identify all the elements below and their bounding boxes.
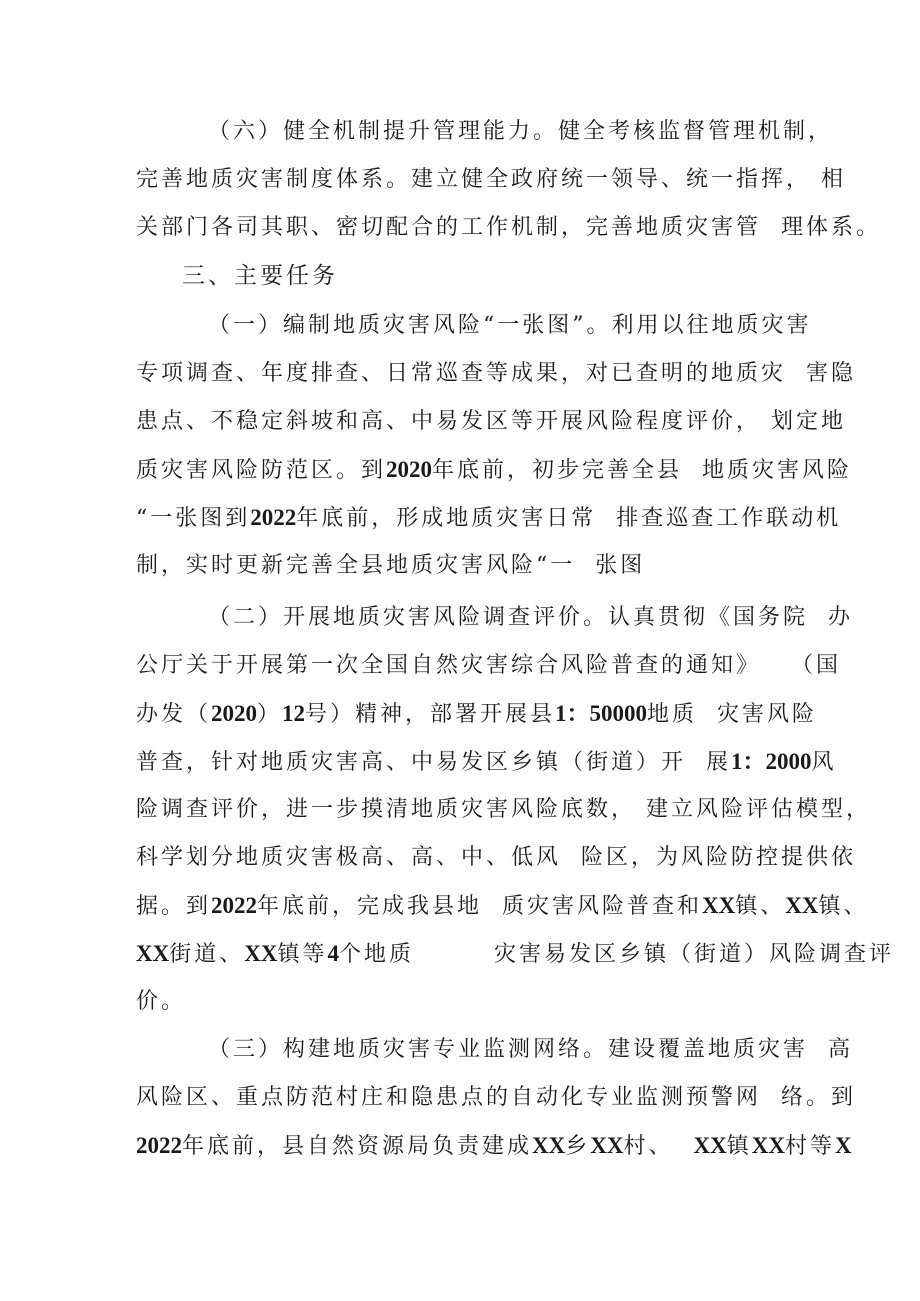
text-segment: 镇、 — [818, 894, 869, 919]
text-line — [136, 402, 920, 442]
text-segment-bold: 1： — [731, 749, 766, 774]
text-line — [136, 1078, 920, 1118]
text-segment: “一张图到 — [136, 506, 251, 531]
text-segment-bold: XX — [702, 893, 736, 918]
text-segment: 患点、不稳定斜坡和高、中易发区等开展风险程度评价， 划定地 — [136, 409, 846, 434]
text-line — [208, 1030, 920, 1070]
text-segment: 办发（ — [136, 702, 212, 727]
text-segment: 乡 — [565, 1134, 591, 1159]
text-line — [136, 646, 920, 686]
text-line — [136, 934, 920, 974]
text-segment: 村等 — [784, 1134, 835, 1159]
section-heading — [182, 256, 920, 296]
text-segment-bold: 12 — [282, 701, 306, 726]
text-segment: 年底前，形成地质灾害日常 排查巡查工作联动机 — [296, 506, 842, 531]
text-line — [136, 982, 920, 1022]
text-line — [136, 160, 920, 200]
text-line — [136, 354, 920, 394]
text-segment-bold: 2022 — [250, 505, 297, 530]
text-segment-bold: 2022 — [211, 893, 258, 918]
text-segment: 质灾害风险防范区。到 — [136, 458, 387, 483]
text-segment: （六）健全机制提升管理能力。健全考核监督管理机制， — [208, 119, 834, 144]
text-segment: 年底前，完成我县地 质灾害风险普查和 — [257, 894, 703, 919]
text-line — [136, 208, 920, 248]
text-segment-bold: 2000 — [765, 749, 812, 774]
text-segment-bold: XX — [136, 941, 170, 966]
text-segment: 年底前，初步完善全县 地质灾害风险 — [432, 458, 853, 483]
text-segment: 科学划分地质灾害极高、高、中、低风 险区，为风险防控提供依 — [136, 845, 856, 870]
text-segment: 险调查评价，进一步摸清地质灾害风险底数， 建立风险评估模型， — [136, 797, 871, 822]
text-segment-bold: 2022 — [136, 1133, 182, 1158]
text-segment: 镇、 — [735, 894, 786, 919]
text-segment-bold: XX — [693, 1133, 727, 1158]
text-segment: （三）构建地质灾害专业监测网络。建设覆盖地质灾害 高 — [208, 1037, 853, 1062]
text-segment-bold: 2020 — [211, 701, 258, 726]
text-segment: 价。 — [136, 989, 187, 1014]
text-line — [136, 742, 920, 782]
text-segment: 个地质 灾害易发区乡镇（街道）风险调查评 — [339, 942, 894, 967]
text-segment: （二）开展地质灾害风险调查评价。认真贯彻《国务院 办 — [208, 605, 853, 630]
text-segment: 制，实时更新完善全县地质灾害风险“一 张图 — [136, 553, 646, 578]
text-segment: 完善地质灾害制度体系。建立健全政府统一领导、统一指挥， 相 — [136, 167, 846, 192]
text-line — [136, 838, 920, 878]
text-segment: ） — [257, 702, 283, 727]
text-segment: 风险区、重点防范村庄和隐患点的自动化专业监测预警网 络。到 — [136, 1085, 856, 1110]
text-line — [208, 306, 920, 346]
text-line — [136, 694, 920, 734]
text-segment: 普查，针对地质灾害高、中易发区乡镇（街道）开 展 — [136, 750, 731, 775]
text-line — [136, 498, 920, 538]
text-segment-bold: XX — [785, 893, 819, 918]
text-line — [208, 598, 920, 638]
text-segment: 地质 灾害风险 — [647, 702, 818, 727]
text-segment-bold: XX — [532, 1133, 566, 1158]
text-segment: 据。到 — [136, 894, 212, 919]
text-segment: 公厅关于开展第一次全国自然灾害综合风险普查的通知》 （国 — [136, 653, 841, 678]
text-segment: 风 — [811, 750, 837, 775]
text-line — [136, 546, 920, 586]
text-line — [136, 450, 920, 490]
text-segment: （一）编制地质灾害风险“一张图”。利用以往地质灾害 — [208, 313, 812, 338]
text-segment-bold: 50000 — [589, 701, 648, 726]
text-line — [208, 112, 920, 152]
text-segment: 镇 — [726, 1134, 752, 1159]
text-segment: 专项调查、年度排查、日常巡查等成果，对已查明的地质灾 害隐 — [136, 361, 856, 386]
text-segment: 关部门各司其职、密切配合的工作机制，完善地质灾害管 理体系。 — [136, 215, 881, 240]
text-segment-bold: XX — [244, 941, 278, 966]
text-segment-bold: 1： — [555, 701, 590, 726]
text-segment-bold: XX — [751, 1133, 785, 1158]
text-segment: 街道、 — [169, 942, 245, 967]
text-segment-bold: X — [835, 1133, 852, 1158]
heading-text: 三、主要任务 — [182, 263, 338, 289]
text-segment-bold: 2020 — [386, 457, 433, 482]
text-line — [136, 790, 920, 830]
text-segment-bold: 4 — [327, 941, 339, 966]
text-line — [136, 1126, 920, 1166]
text-segment: 村、 — [623, 1134, 694, 1159]
text-segment: 镇等 — [277, 942, 328, 967]
text-segment: 年底前，县自然资源局负责建成 — [182, 1134, 533, 1159]
text-segment: 号）精神，部署开展县 — [305, 702, 556, 727]
text-segment-bold: XX — [590, 1133, 624, 1158]
text-line — [136, 886, 920, 926]
